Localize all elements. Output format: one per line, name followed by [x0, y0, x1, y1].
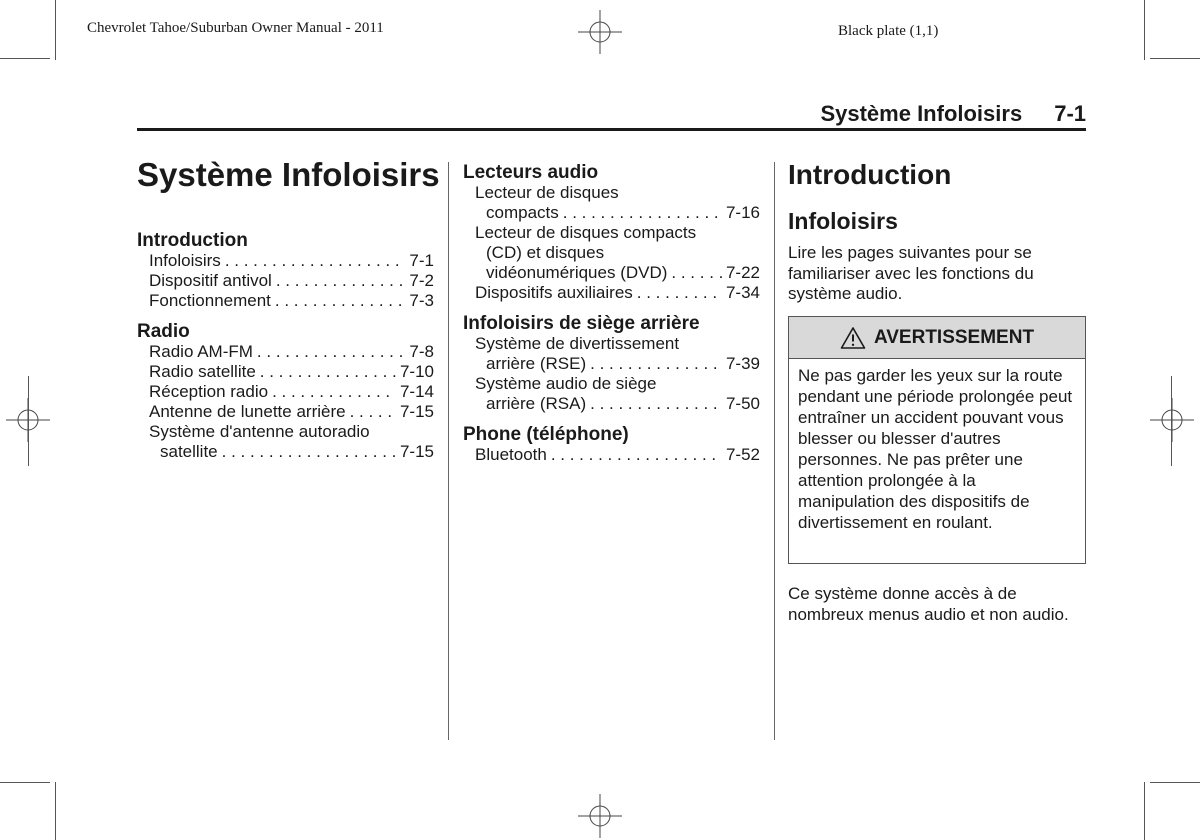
- toc-entry-label: Fonctionnement: [149, 291, 271, 310]
- toc-entry-page: 7-14: [399, 382, 434, 401]
- toc-entry-page: 7-15: [399, 402, 434, 421]
- toc-entry[interactable]: [463, 263, 760, 283]
- crop-mark: [1144, 782, 1145, 840]
- warning-triangle-icon: [840, 326, 866, 350]
- toc-middle-column: [463, 162, 760, 475]
- toc-heading: Radio: [137, 321, 190, 342]
- toc-entry-page: 7-52: [725, 445, 760, 464]
- toc-entry-label: Bluetooth: [475, 445, 547, 464]
- toc-entry-page: 7-50: [725, 394, 760, 413]
- toc-entry-page: 7-34: [725, 283, 760, 302]
- toc-group-introduction: [137, 230, 434, 311]
- crop-mark: [1150, 782, 1200, 783]
- crop-mark: [0, 58, 50, 59]
- toc-entry[interactable]: [137, 342, 434, 362]
- toc-entry-page: 7-10: [399, 362, 434, 381]
- toc-entry[interactable]: [463, 283, 760, 303]
- toc-entry[interactable]: [463, 445, 760, 465]
- toc-entry[interactable]: [137, 271, 434, 291]
- crop-mark: [1171, 376, 1172, 466]
- toc-group-lecteurs: [463, 162, 760, 303]
- column-divider: [774, 162, 775, 740]
- registration-mark-icon: [578, 794, 622, 838]
- warning-title: AVERTISSEMENT: [873, 326, 1035, 348]
- warning-box: [788, 316, 1086, 564]
- crop-mark: [55, 0, 56, 60]
- toc-entry-page: 7-16: [725, 203, 760, 222]
- crop-mark: [1144, 0, 1145, 60]
- toc-entry[interactable]: [463, 394, 760, 414]
- toc-entry-page: 7-39: [725, 354, 760, 373]
- toc-entry-label[interactable]: (CD) et disques: [486, 243, 605, 262]
- toc-entry-label: arrière (RSE): [486, 354, 587, 373]
- running-header-left: Chevrolet Tahoe/Suburban Owner Manual - 2011: [87, 20, 384, 36]
- right-column: [788, 158, 1086, 305]
- section-header-page: 7-1: [1054, 101, 1086, 126]
- closing-paragraph: Ce système donne accès à de nombreux menus audio et non audio.: [788, 584, 1069, 624]
- toc-entry[interactable]: [137, 382, 434, 402]
- toc-entry-page: 7-3: [409, 291, 434, 310]
- toc-entry-label[interactable]: Lecteur de disques: [475, 183, 619, 202]
- toc-entry[interactable]: [137, 442, 434, 462]
- crop-mark: [55, 782, 56, 840]
- toc-entry-page: 7-2: [409, 271, 434, 290]
- toc-entry[interactable]: [137, 251, 434, 271]
- toc-entry-label: Dispositifs auxiliaires: [475, 283, 633, 302]
- section-heading: Introduction: [788, 159, 952, 190]
- toc-entry-label: vidéonumériques (DVD): [486, 263, 668, 282]
- toc-entry-label: satellite: [160, 442, 218, 461]
- section-header-title: Système Infoloisirs: [820, 101, 1023, 126]
- toc-entry[interactable]: [137, 402, 434, 422]
- toc-entry-page: 7-1: [409, 251, 434, 270]
- crop-mark: [0, 782, 50, 783]
- toc-entry-label: Réception radio: [149, 382, 269, 401]
- toc-heading: Lecteurs audio: [463, 162, 599, 183]
- toc-entry-label: compacts: [486, 203, 559, 222]
- toc-entry-label: arrière (RSA): [486, 394, 587, 413]
- toc-group-rear: [463, 313, 760, 414]
- toc-entry[interactable]: [463, 203, 760, 223]
- toc-entry-label[interactable]: Système de divertissement: [475, 334, 680, 353]
- toc-entry-page: 7-8: [409, 342, 434, 361]
- column-divider: [448, 162, 449, 740]
- header-rule: [137, 128, 1086, 131]
- toc-heading: Phone (téléphone): [463, 424, 629, 445]
- registration-mark-icon: [1150, 398, 1194, 442]
- toc-heading: Introduction: [137, 230, 248, 251]
- toc-entry-label[interactable]: Lecteur de disques compacts: [475, 223, 697, 242]
- toc-entry-label: Infoloisirs: [149, 251, 221, 270]
- subsection-heading: Infoloisirs: [788, 208, 898, 234]
- toc-entry-label[interactable]: Système d'antenne autoradio: [149, 422, 370, 441]
- toc-left-column: [137, 230, 434, 472]
- section-header: [700, 101, 1086, 127]
- toc-entry-label: Antenne de lunette arrière: [149, 402, 346, 421]
- intro-paragraph: Lire les pages suivantes pour se familiariser avec les fonctions du système audio.: [788, 243, 1034, 303]
- running-header-right: Black plate (1,1): [838, 23, 939, 39]
- toc-group-phone: [463, 424, 760, 465]
- toc-entry-page: 7-15: [399, 442, 434, 461]
- crop-mark: [1150, 58, 1200, 59]
- toc-entry[interactable]: [463, 354, 760, 374]
- toc-entry-label[interactable]: Système audio de siège: [475, 374, 657, 393]
- registration-mark-icon: [578, 10, 622, 54]
- toc-heading: Infoloisirs de siège arrière: [463, 313, 700, 334]
- crop-mark: [28, 376, 29, 466]
- toc-entry[interactable]: [137, 362, 434, 382]
- chapter-title: Système Infoloisirs: [137, 156, 440, 193]
- toc-entry-label: Radio satellite: [149, 362, 256, 381]
- toc-entry-label: Radio AM-FM: [149, 342, 253, 361]
- toc-entry-page: 7-22: [725, 263, 760, 282]
- toc-entry-label: Dispositif antivol: [149, 271, 272, 290]
- toc-entry[interactable]: [137, 291, 434, 311]
- warning-body: Ne pas garder les yeux sur la route pendant une période prolongée peut entraîner un accident pouvant vous blesser ou blesser d'autres personnes. Ne pas prêter une attention prolongée à la manipulation des dispositifs de divertissement en roulant.: [798, 366, 1073, 532]
- toc-group-radio: [137, 321, 434, 462]
- warning-title-bar: [789, 317, 1085, 359]
